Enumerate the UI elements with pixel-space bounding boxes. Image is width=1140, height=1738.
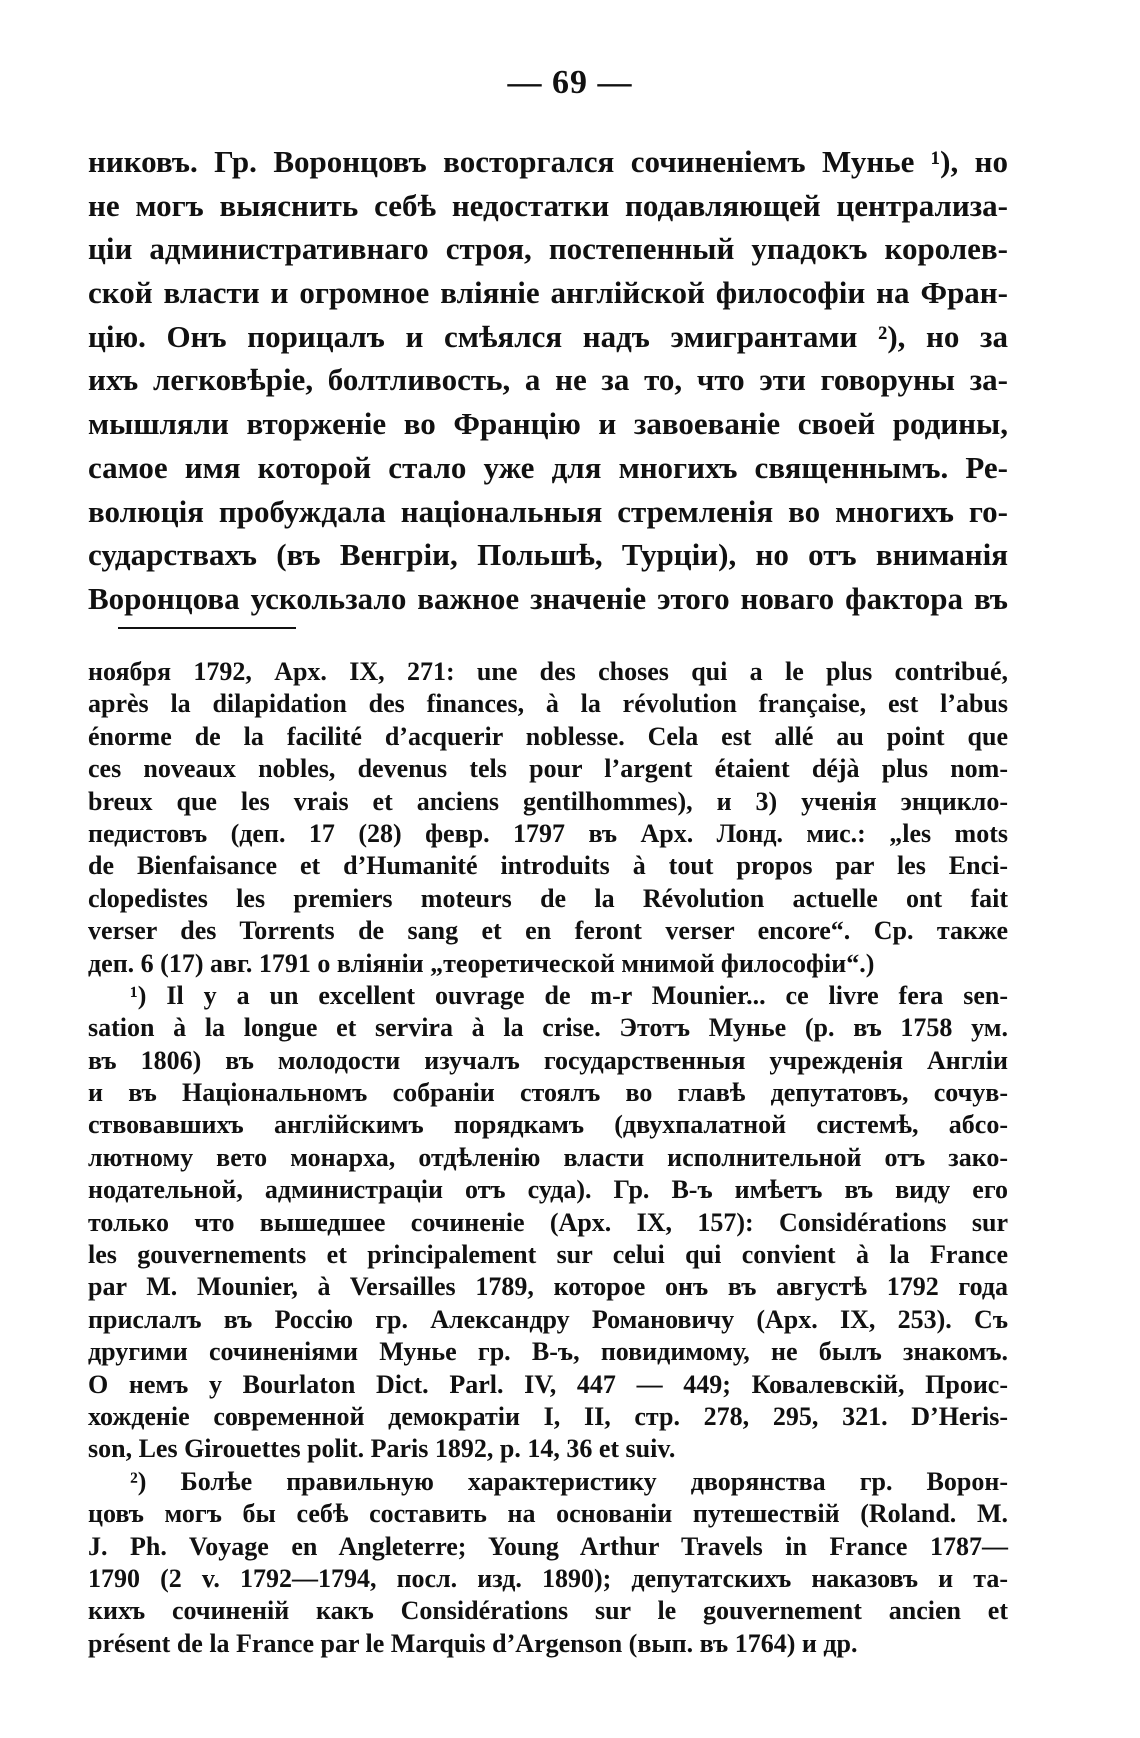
main-text-line: мышляли вторженіе во Францію и завоеваніе своей родины, xyxy=(88,406,1008,442)
footnote-line: О немъ у Bourlaton Dict. Parl. IV, 447 — 449; Ковалевскій, Проис- xyxy=(88,1369,1008,1399)
footnote-line: clopedistes les premiers moteurs de la Révolution actuelle ont fait xyxy=(88,883,1008,913)
main-text-line: волюція пробуждала національныя стремленія во многихъ го- xyxy=(88,493,1008,529)
main-text-line: ихъ легковѣріе, болтливость, а не за то, что эти говоруны за- xyxy=(88,362,1008,398)
footnote-line: ноября 1792, Арх. IX, 271: une des choses qui a le plus contribué, xyxy=(88,657,1008,686)
footnote-line: énorme de la facilité d’acquerir noblesse. Cela est allé au point que xyxy=(88,721,1008,751)
footnote-line: après la dilapidation des finances, à la révolution française, est l’abus xyxy=(88,689,1008,719)
footnote-line: verser des Torrents de sang et en feront verser encore“. Ср. также xyxy=(88,916,1008,946)
footnote-line: другими сочиненіями Мунье гр. В-ъ, повидимому, не былъ знакомъ. xyxy=(88,1337,1008,1367)
footnote-line: par M. Mounier, à Versailles 1789, которое онъ въ августѣ 1792 года xyxy=(88,1272,1008,1302)
footnote-line: и въ Національномъ собраніи стоялъ во главѣ депутатовъ, сочув- xyxy=(88,1078,1008,1108)
footnote-line: въ 1806) въ молодости изучалъ государственныя учрежденія Англіи xyxy=(88,1045,1008,1075)
footnote-1-start: ¹) Il y a un excellent ouvrage de m-r Mounier... ce livre fera sen- xyxy=(130,980,1008,1010)
main-text-line: Воронцова ускользало важное значеніе этого новаго фактора въ xyxy=(88,580,1008,616)
footnote-line: de Bienfaisance et d’Humanité introduits à tout propos par les Enci- xyxy=(88,851,1008,881)
page-number: — 69 — xyxy=(507,64,633,101)
footnote-line: деп. 6 (17) авг. 1791 о вліяніи „теоретической мнимой философіи“.) xyxy=(88,948,875,978)
footnote-line: цовъ могъ бы себѣ составить на основаніи путешествій (Roland. M. xyxy=(88,1499,1008,1529)
footnote-line: son, Les Girouettes polit. Paris 1892, p. 14, 36 et suiv. xyxy=(88,1434,676,1464)
footnote-line: ces noveaux nobles, devenus tels pour l’argent étaient déjà plus nom- xyxy=(88,754,1008,784)
footnote-separator-rule xyxy=(118,627,296,629)
main-text-line: цію. Онъ порицалъ и смѣялся надъ эмигрантами ²), но за xyxy=(88,318,1008,354)
footnotes xyxy=(88,656,1008,1660)
main-text-line: ціи административнаго строя, постепенный упадокъ королев- xyxy=(88,231,1008,267)
footnote-2-start: ²) Болѣе правильную характеристику дворянства гр. Ворон- xyxy=(130,1466,1008,1496)
footnote-line: кихъ сочиненій какъ Considérations sur le gouvernement ancien et xyxy=(88,1596,1008,1626)
main-text-line: самое имя которой стало уже для многихъ священнымъ. Ре- xyxy=(88,449,1008,485)
footnote-line: les gouvernements et principalement sur celui qui convient à la France xyxy=(88,1240,1008,1270)
footnote-line: лютному вето монарха, отдѣленію власти исполнительной отъ зако- xyxy=(88,1142,1008,1172)
footnote-line: прислалъ въ Россію гр. Александру Романовичу (Арх. IX, 253). Съ xyxy=(88,1304,1008,1334)
footnote-line: только что вышедшее сочиненіе (Арх. IX, 157): Considérations sur xyxy=(88,1207,1008,1237)
main-text-line: сударствахъ (въ Венгріи, Польшѣ, Турціи), но отъ вниманія xyxy=(88,537,1008,573)
footnote-line: sation à la longue et servira à la crise. Этотъ Мунье (р. въ 1758 ум. xyxy=(88,1013,1008,1043)
main-text xyxy=(88,140,1008,621)
main-text-line: ской власти и огромное вліяніе англійской философіи на Фран- xyxy=(88,275,1008,311)
footnote-line: breux que les vrais et anciens gentilhommes), и 3) ученія энцикло- xyxy=(88,786,1008,816)
footnote-line: ствовавшихъ англійскимъ порядкамъ (двухпалатной системѣ, абсо- xyxy=(88,1110,1008,1140)
footnote-line: нодательной, администраціи отъ суда). Гр. В-ъ имѣетъ въ виду его xyxy=(88,1175,1008,1205)
footnote-line: педистовъ (деп. 17 (28) февр. 1797 въ Арх. Лонд. мис.: „les mots xyxy=(88,818,1008,848)
footnote-line: J. Ph. Voyage en Angleterre; Young Arthur Travels in France 1787— xyxy=(88,1531,1008,1561)
footnote-line: présent de la France par le Marquis d’Argenson (вып. въ 1764) и др. xyxy=(88,1628,858,1658)
main-text-line: никовъ. Гр. Воронцовъ восторгался сочиненіемъ Мунье ¹), но xyxy=(88,144,1008,179)
footnote-line: 1790 (2 v. 1792—1794, посл. изд. 1890); депутатскихъ наказовъ и та- xyxy=(88,1563,1008,1593)
main-text-line: не могъ выяснить себѣ недостатки подавляющей централиза- xyxy=(88,187,1008,223)
footnote-line: хожденіе современной демократіи I, II, стр. 278, 295, 321. D’Heris- xyxy=(88,1401,1008,1431)
